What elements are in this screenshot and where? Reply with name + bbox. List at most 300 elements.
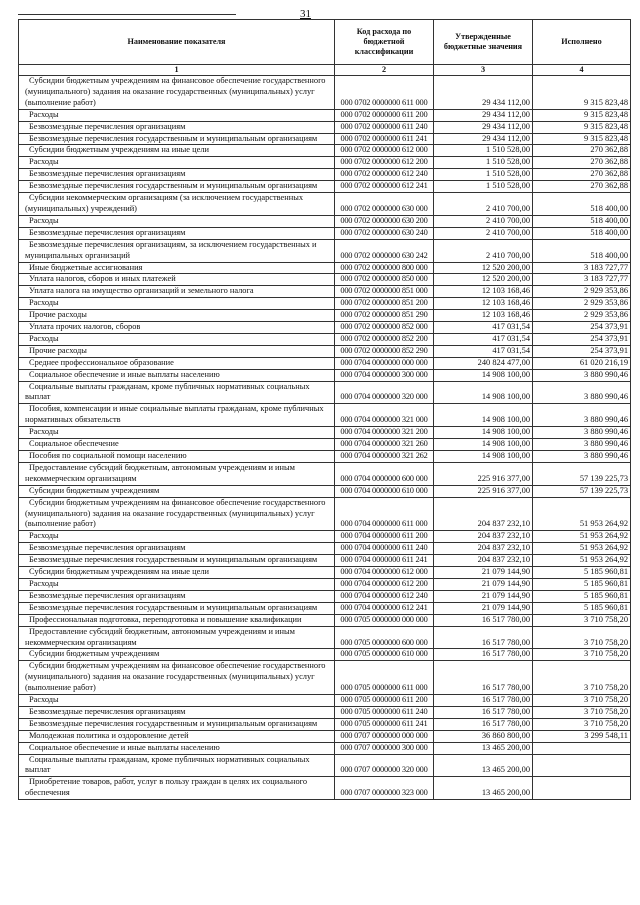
row-code: 000 0704 0000000 321 200 [335, 427, 434, 439]
table-row [19, 602, 631, 614]
row-code: 000 0704 0000000 612 200 [335, 578, 434, 590]
table-row [19, 345, 631, 357]
row-name [19, 227, 335, 239]
table-row [19, 555, 631, 567]
row-executed-value: 5 185 960,81 [533, 567, 631, 579]
row-executed-value: 3 710 758,20 [533, 626, 631, 649]
row-name [19, 121, 335, 133]
row-approved-value: 12 103 168,46 [434, 298, 533, 310]
row-name [19, 531, 335, 543]
row-approved-value: 16 517 780,00 [434, 695, 533, 707]
row-code: 000 0704 0000000 611 000 [335, 497, 434, 531]
row-approved-value: 204 837 232,10 [434, 497, 533, 531]
row-name-text: Предоставление субсидий бюджетным, автономным учреждениям и иным некоммерческим организациям [25, 626, 295, 647]
row-executed-value: 254 373,91 [533, 345, 631, 357]
row-approved-value: 36 860 800,00 [434, 730, 533, 742]
row-name [19, 614, 335, 626]
table-row [19, 567, 631, 579]
table-row [19, 730, 631, 742]
row-code: 000 0707 0000000 320 000 [335, 754, 434, 777]
row-name [19, 310, 335, 322]
row-code: 000 0704 0000000 612 240 [335, 590, 434, 602]
column-number-3: 3 [434, 65, 533, 76]
row-name-text: Социальное обеспечение и иные выплаты населению [29, 369, 220, 379]
row-executed-value: 3 880 990,46 [533, 369, 631, 381]
row-name [19, 381, 335, 404]
row-code: 000 0705 0000000 000 000 [335, 614, 434, 626]
row-executed-value: 3 710 758,20 [533, 718, 631, 730]
row-code: 000 0702 0000000 612 241 [335, 181, 434, 193]
row-name-text: Социальные выплаты гражданам, кроме публичных нормативных социальных выплат [25, 381, 310, 402]
row-name [19, 718, 335, 730]
row-name [19, 555, 335, 567]
row-executed-value: 51 953 264,92 [533, 531, 631, 543]
row-name-text: Социальное обеспечение [29, 439, 119, 449]
table-row [19, 695, 631, 707]
row-code: 000 0702 0000000 611 241 [335, 133, 434, 145]
table-row [19, 169, 631, 181]
row-name [19, 369, 335, 381]
row-approved-value: 240 824 477,00 [434, 357, 533, 369]
row-name-text: Безвозмездные перечисления государственным и муниципальным организациям [29, 181, 318, 191]
row-name [19, 404, 335, 427]
row-name-text: Пособия, компенсации и иные социальные выплаты гражданам, кроме публичных нормативных обязательств [25, 404, 324, 425]
row-code: 000 0704 0000000 612 000 [335, 567, 434, 579]
row-name-text: Субсидии бюджетным учреждениям [29, 485, 160, 495]
row-executed-value: 270 362,88 [533, 145, 631, 157]
row-name-text: Расходы [29, 578, 59, 588]
table-row [19, 706, 631, 718]
row-name [19, 298, 335, 310]
row-code: 000 0704 0000000 320 000 [335, 381, 434, 404]
row-executed-value: 3 710 758,20 [533, 706, 631, 718]
row-name-text: Иные бюджетные ассигнования [29, 262, 143, 272]
table-row [19, 661, 631, 695]
row-name [19, 578, 335, 590]
row-name-text: Безвозмездные перечисления организациям [29, 543, 186, 553]
table-row [19, 322, 631, 334]
table-row [19, 614, 631, 626]
row-code: 000 0704 0000000 611 241 [335, 555, 434, 567]
row-executed-value: 3 880 990,46 [533, 381, 631, 404]
row-approved-value: 29 434 112,00 [434, 133, 533, 145]
row-name-text: Прочие расходы [29, 310, 87, 320]
row-code: 000 0705 0000000 600 000 [335, 626, 434, 649]
row-name [19, 777, 335, 800]
row-approved-value: 14 908 100,00 [434, 404, 533, 427]
row-name-text: Среднее профессиональное образование [29, 357, 174, 367]
table-row [19, 427, 631, 439]
row-name-text: Безвозмездные перечисления организациям [29, 227, 186, 237]
table-row [19, 227, 631, 239]
row-code: 000 0704 0000000 300 000 [335, 369, 434, 381]
row-code: 000 0704 0000000 321 260 [335, 439, 434, 451]
table-row [19, 145, 631, 157]
row-approved-value: 21 079 144,90 [434, 578, 533, 590]
row-executed-value: 9 315 823,48 [533, 109, 631, 121]
row-code: 000 0705 0000000 611 000 [335, 661, 434, 695]
row-name [19, 109, 335, 121]
row-name-text: Предоставление субсидий бюджетным, автономным учреждениям и иным некоммерческим организациям [25, 462, 295, 483]
row-executed-value: 270 362,88 [533, 169, 631, 181]
table-row [19, 357, 631, 369]
row-approved-value: 14 908 100,00 [434, 381, 533, 404]
row-code: 000 0702 0000000 852 200 [335, 333, 434, 345]
table-row [19, 543, 631, 555]
table-row [19, 109, 631, 121]
row-approved-value: 1 510 528,00 [434, 157, 533, 169]
row-approved-value: 12 103 168,46 [434, 310, 533, 322]
row-code: 000 0705 0000000 611 200 [335, 695, 434, 707]
table-row [19, 215, 631, 227]
table-row [19, 578, 631, 590]
row-executed-value: 3 299 548,11 [533, 730, 631, 742]
row-approved-value: 2 410 700,00 [434, 239, 533, 262]
row-name-text: Расходы [29, 298, 59, 308]
table-row [19, 157, 631, 169]
row-code: 000 0702 0000000 852 290 [335, 345, 434, 357]
row-code: 000 0702 0000000 612 000 [335, 145, 434, 157]
row-approved-value: 14 908 100,00 [434, 369, 533, 381]
row-executed-value: 3 183 727,77 [533, 262, 631, 274]
table-row [19, 181, 631, 193]
table-row [19, 531, 631, 543]
row-approved-value: 13 465 200,00 [434, 742, 533, 754]
table-row [19, 133, 631, 145]
row-code: 000 0702 0000000 612 200 [335, 157, 434, 169]
row-name-text: Субсидии бюджетным учреждениям [29, 649, 160, 659]
table-row [19, 485, 631, 497]
row-approved-value: 16 517 780,00 [434, 626, 533, 649]
column-number-2: 2 [335, 65, 434, 76]
row-code: 000 0702 0000000 630 200 [335, 215, 434, 227]
row-code: 000 0702 0000000 851 290 [335, 310, 434, 322]
table-row [19, 718, 631, 730]
row-executed-value: 3 710 758,20 [533, 661, 631, 695]
row-executed-value: 3 880 990,46 [533, 404, 631, 427]
row-executed-value: 3 880 990,46 [533, 439, 631, 451]
row-name [19, 485, 335, 497]
row-code: 000 0707 0000000 000 000 [335, 730, 434, 742]
row-name [19, 742, 335, 754]
row-name [19, 543, 335, 555]
row-executed-value: 3 710 758,20 [533, 614, 631, 626]
row-name [19, 193, 335, 216]
table-row [19, 497, 631, 531]
row-name-text: Безвозмездные перечисления государственным и муниципальным организациям [29, 133, 318, 143]
table-row [19, 333, 631, 345]
column-header-approved: Утвержденные бюджетные значения [434, 20, 533, 65]
row-code: 000 0702 0000000 611 000 [335, 76, 434, 110]
row-name [19, 462, 335, 485]
table-row [19, 298, 631, 310]
row-executed-value: 3 710 758,20 [533, 649, 631, 661]
row-name-text: Расходы [29, 215, 59, 225]
table-row [19, 439, 631, 451]
row-executed-value [533, 754, 631, 777]
row-approved-value: 29 434 112,00 [434, 76, 533, 110]
row-name [19, 427, 335, 439]
row-approved-value: 417 031,54 [434, 333, 533, 345]
row-approved-value: 29 434 112,00 [434, 109, 533, 121]
row-name-text: Расходы [29, 427, 59, 437]
row-code: 000 0702 0000000 611 200 [335, 109, 434, 121]
column-header-code: Код расхода по бюджетной классификации [335, 20, 434, 65]
table-row [19, 404, 631, 427]
row-name-text: Безвозмездные перечисления организациям, за исключением государственных и муниципальных организаций [25, 239, 317, 260]
row-approved-value: 2 410 700,00 [434, 215, 533, 227]
row-code: 000 0702 0000000 630 000 [335, 193, 434, 216]
row-name-text: Молодежная политика и оздоровление детей [29, 730, 189, 740]
table-row [19, 590, 631, 602]
table-row [19, 193, 631, 216]
row-approved-value: 13 465 200,00 [434, 777, 533, 800]
row-executed-value: 5 185 960,81 [533, 602, 631, 614]
row-executed-value: 51 953 264,92 [533, 543, 631, 555]
table-row [19, 649, 631, 661]
row-name [19, 706, 335, 718]
row-approved-value: 1 510 528,00 [434, 145, 533, 157]
row-approved-value: 417 031,54 [434, 322, 533, 334]
row-approved-value: 12 103 168,46 [434, 286, 533, 298]
row-code: 000 0702 0000000 612 240 [335, 169, 434, 181]
row-code: 000 0702 0000000 851 200 [335, 298, 434, 310]
row-name [19, 695, 335, 707]
row-executed-value: 57 139 225,73 [533, 462, 631, 485]
row-name [19, 322, 335, 334]
row-executed-value: 3 183 727,77 [533, 274, 631, 286]
row-name-text: Расходы [29, 333, 59, 343]
table-row [19, 777, 631, 800]
row-approved-value: 2 410 700,00 [434, 227, 533, 239]
table-row [19, 742, 631, 754]
row-name [19, 76, 335, 110]
row-executed-value: 9 315 823,48 [533, 76, 631, 110]
row-executed-value: 518 400,00 [533, 227, 631, 239]
row-executed-value: 57 139 225,73 [533, 485, 631, 497]
row-code: 000 0704 0000000 321 000 [335, 404, 434, 427]
row-approved-value: 204 837 232,10 [434, 531, 533, 543]
row-approved-value: 1 510 528,00 [434, 169, 533, 181]
row-name-text: Профессиональная подготовка, переподготовка и повышение квалификации [29, 614, 302, 624]
row-executed-value: 2 929 353,86 [533, 298, 631, 310]
table-row [19, 626, 631, 649]
row-approved-value: 21 079 144,90 [434, 567, 533, 579]
row-executed-value [533, 742, 631, 754]
row-name-text: Пособия по социальной помощи населению [29, 451, 187, 460]
row-name [19, 262, 335, 274]
row-name-text: Безвозмездные перечисления государственным и муниципальным организациям [29, 602, 318, 612]
row-name-text: Социальные выплаты гражданам, кроме публичных нормативных социальных выплат [25, 754, 310, 775]
row-name [19, 345, 335, 357]
row-approved-value: 204 837 232,10 [434, 543, 533, 555]
table-row [19, 76, 631, 110]
table-row [19, 462, 631, 485]
row-code: 000 0704 0000000 610 000 [335, 485, 434, 497]
row-name [19, 730, 335, 742]
row-name [19, 754, 335, 777]
row-code: 000 0704 0000000 612 241 [335, 602, 434, 614]
row-name-text: Уплата налога на имущество организаций и земельного налога [29, 286, 254, 296]
row-name [19, 661, 335, 695]
row-code: 000 0702 0000000 851 000 [335, 286, 434, 298]
row-name [19, 626, 335, 649]
header-rule [18, 14, 236, 15]
row-name [19, 274, 335, 286]
row-approved-value: 16 517 780,00 [434, 718, 533, 730]
row-name-text: Безвозмездные перечисления организациям [29, 121, 186, 131]
row-approved-value: 14 908 100,00 [434, 439, 533, 451]
row-name-text: Субсидии бюджетным учреждениям на иные цели [29, 567, 209, 577]
row-approved-value: 225 916 377,00 [434, 485, 533, 497]
row-executed-value: 2 929 353,86 [533, 286, 631, 298]
row-executed-value: 254 373,91 [533, 322, 631, 334]
table-row [19, 274, 631, 286]
row-code: 000 0704 0000000 321 262 [335, 451, 434, 463]
row-approved-value: 13 465 200,00 [434, 754, 533, 777]
row-approved-value: 1 510 528,00 [434, 181, 533, 193]
row-approved-value: 204 837 232,10 [434, 555, 533, 567]
row-name-text: Расходы [29, 531, 59, 541]
row-name [19, 215, 335, 227]
row-executed-value [533, 777, 631, 800]
row-name [19, 133, 335, 145]
row-name-text: Субсидии бюджетным учреждениям на финансовое обеспечение государственного (муниципального) задания на оказание государственных (муниципальных) услуг (выполнение работ) [25, 497, 326, 529]
row-executed-value: 9 315 823,48 [533, 121, 631, 133]
row-executed-value: 3 880 990,46 [533, 427, 631, 439]
row-approved-value: 16 517 780,00 [434, 649, 533, 661]
row-name [19, 333, 335, 345]
row-executed-value: 61 020 216,19 [533, 357, 631, 369]
row-executed-value: 51 953 264,92 [533, 555, 631, 567]
row-code: 000 0704 0000000 000 000 [335, 357, 434, 369]
table-row [19, 262, 631, 274]
row-name-text: Социальное обеспечение и иные выплаты населению [29, 742, 220, 752]
table-row [19, 310, 631, 322]
row-name [19, 157, 335, 169]
row-executed-value: 51 953 264,92 [533, 497, 631, 531]
row-executed-value: 270 362,88 [533, 181, 631, 193]
row-name [19, 169, 335, 181]
row-executed-value: 270 362,88 [533, 157, 631, 169]
row-code: 000 0702 0000000 852 000 [335, 322, 434, 334]
row-name [19, 602, 335, 614]
table-row [19, 369, 631, 381]
row-approved-value: 12 520 200,00 [434, 274, 533, 286]
row-name-text: Безвозмездные перечисления организациям [29, 169, 186, 179]
row-executed-value: 518 400,00 [533, 193, 631, 216]
row-approved-value: 16 517 780,00 [434, 706, 533, 718]
row-executed-value: 5 185 960,81 [533, 590, 631, 602]
row-code: 000 0707 0000000 300 000 [335, 742, 434, 754]
table-body [19, 76, 631, 800]
row-name-text: Безвозмездные перечисления государственным и муниципальным организациям [29, 555, 318, 565]
row-executed-value: 254 373,91 [533, 333, 631, 345]
table-row [19, 239, 631, 262]
row-name [19, 145, 335, 157]
row-name [19, 286, 335, 298]
table-row [19, 286, 631, 298]
row-name [19, 239, 335, 262]
row-code: 000 0704 0000000 611 240 [335, 543, 434, 555]
row-name-text: Безвозмездные перечисления организациям [29, 590, 186, 600]
row-name-text: Безвозмездные перечисления организациям [29, 706, 186, 716]
row-name [19, 649, 335, 661]
row-code: 000 0707 0000000 323 000 [335, 777, 434, 800]
row-executed-value: 2 929 353,86 [533, 310, 631, 322]
table-row [19, 754, 631, 777]
column-number-1: 1 [19, 65, 335, 76]
row-code: 000 0702 0000000 630 240 [335, 227, 434, 239]
row-name [19, 439, 335, 451]
row-approved-value: 21 079 144,90 [434, 602, 533, 614]
row-approved-value: 2 410 700,00 [434, 193, 533, 216]
row-code: 000 0705 0000000 611 241 [335, 718, 434, 730]
row-code: 000 0702 0000000 800 000 [335, 262, 434, 274]
row-approved-value: 225 916 377,00 [434, 462, 533, 485]
row-name-text: Субсидии бюджетным учреждениям на иные цели [29, 145, 209, 155]
table-row [19, 381, 631, 404]
row-name-text: Уплата прочих налогов, сборов [29, 322, 141, 332]
row-name-text: Приобретение товаров, работ, услуг в пользу граждан в целях их социального обеспечения [25, 777, 308, 798]
row-name [19, 451, 335, 463]
row-approved-value: 16 517 780,00 [434, 614, 533, 626]
row-executed-value: 5 185 960,81 [533, 578, 631, 590]
page-number: 31 [300, 8, 311, 20]
row-executed-value: 9 315 823,48 [533, 133, 631, 145]
row-code: 000 0704 0000000 611 200 [335, 531, 434, 543]
row-name-text: Прочие расходы [29, 345, 87, 355]
budget-execution-table [18, 19, 631, 800]
table-row [19, 121, 631, 133]
row-code: 000 0705 0000000 610 000 [335, 649, 434, 661]
row-name-text: Уплата налогов, сборов и иных платежей [29, 274, 176, 284]
row-name [19, 181, 335, 193]
column-number-4: 4 [533, 65, 631, 76]
row-executed-value: 3 880 990,46 [533, 451, 631, 463]
row-name-text: Субсидии бюджетным учреждениям на финансовое обеспечение государственного (муниципального) задания на оказание государственных (муниципальных) услуг (выполнение работ) [25, 661, 326, 693]
row-approved-value: 12 520 200,00 [434, 262, 533, 274]
row-executed-value: 3 710 758,20 [533, 695, 631, 707]
row-approved-value: 21 079 144,90 [434, 590, 533, 602]
row-approved-value: 14 908 100,00 [434, 451, 533, 463]
row-name-text: Субсидии некоммерческим организациям (за исключением государственных (муниципальных) учреждений) [25, 193, 304, 213]
row-approved-value: 29 434 112,00 [434, 121, 533, 133]
row-approved-value: 417 031,54 [434, 345, 533, 357]
row-name [19, 497, 335, 531]
row-name-text: Расходы [29, 695, 59, 705]
row-name-text: Расходы [29, 109, 59, 119]
row-code: 000 0702 0000000 850 000 [335, 274, 434, 286]
row-name [19, 590, 335, 602]
row-approved-value: 16 517 780,00 [434, 661, 533, 695]
row-code: 000 0702 0000000 611 240 [335, 121, 434, 133]
row-name-text: Расходы [29, 157, 59, 167]
row-approved-value: 14 908 100,00 [434, 427, 533, 439]
row-code: 000 0702 0000000 630 242 [335, 239, 434, 262]
row-executed-value: 518 400,00 [533, 215, 631, 227]
row-name-text: Субсидии бюджетным учреждениям на финансовое обеспечение государственного (муниципального) задания на оказание государственных (муниципальных) услуг (выполнение работ) [25, 76, 326, 107]
row-executed-value: 518 400,00 [533, 239, 631, 262]
row-code: 000 0704 0000000 600 000 [335, 462, 434, 485]
column-header-name: Наименование показателя [19, 20, 335, 65]
column-header-executed: Исполнено [533, 20, 631, 65]
row-name [19, 567, 335, 579]
row-name-text: Безвозмездные перечисления государственным и муниципальным организациям [29, 718, 318, 728]
table-row [19, 451, 631, 463]
row-name [19, 357, 335, 369]
row-code: 000 0705 0000000 611 240 [335, 706, 434, 718]
